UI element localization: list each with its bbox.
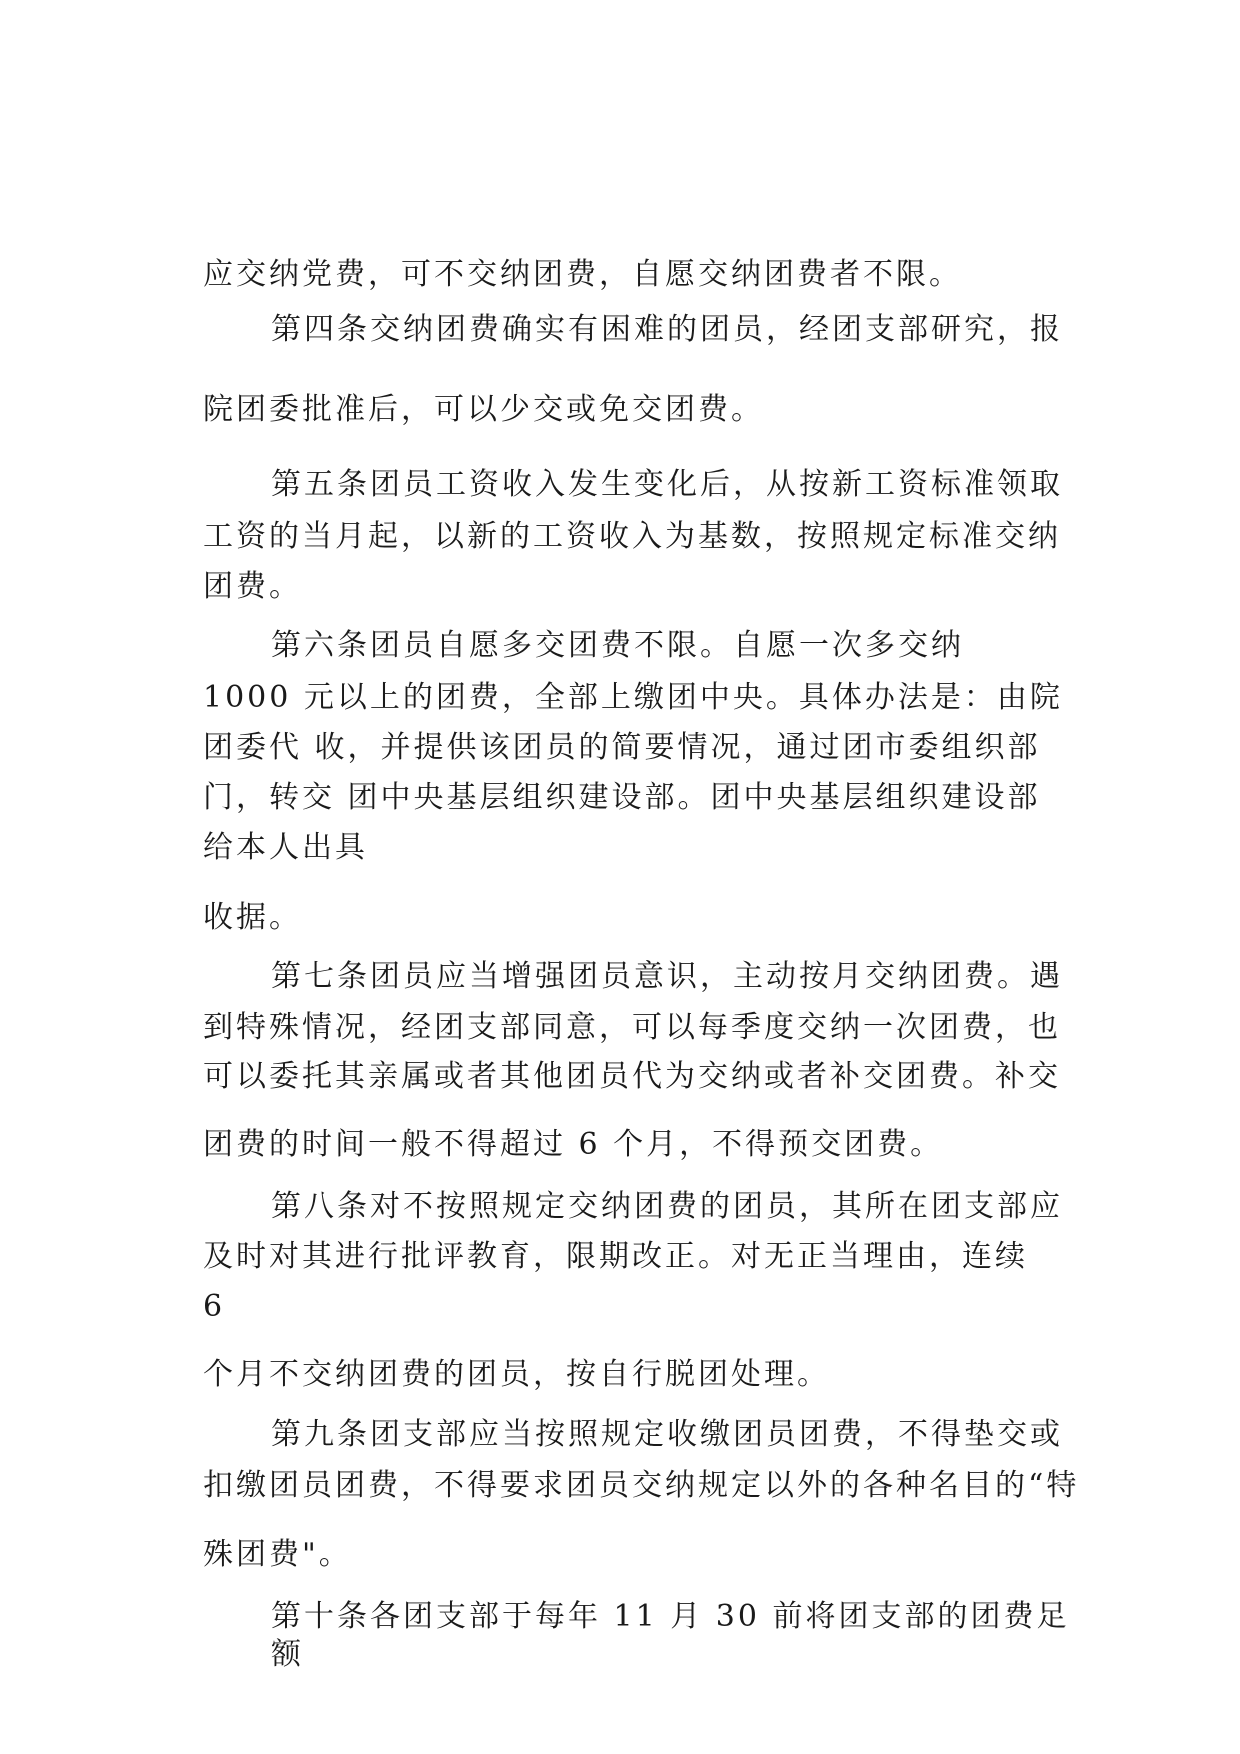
text-line-6: 团费。: [203, 569, 302, 604]
text-line-20: 个月不交纳团费的团员，按自行脱团处理。: [203, 1357, 830, 1392]
text-line-11: 给本人出具: [203, 830, 368, 865]
text-line-3: 院团委批准后，可以少交或免交团费。: [203, 392, 764, 427]
text-line-17: 第八条对不按照规定交纳团费的团员，其所在团支部应: [271, 1189, 1063, 1224]
text-line-4: 第五条团员工资收入发生变化后，从按新工资标准领取: [271, 467, 1063, 502]
text-line-19: 6: [203, 1289, 226, 1324]
text-line-18: 及时对其进行批评教育，限期改正。对无正当理由，连续: [203, 1239, 1028, 1274]
text-line-23: 殊团费"。: [203, 1537, 352, 1572]
text-line-24: 第十条各团支部于每年 11 月 30 前将团支部的团费足: [271, 1599, 1070, 1634]
text-line-12: 收据。: [203, 900, 302, 935]
text-line-15: 可以委托其亲属或者其他团员代为交纳或者补交团费。补交: [203, 1059, 1061, 1094]
text-line-21: 第九条团支部应当按照规定收缴团员团费，不得垫交或: [271, 1417, 1063, 1452]
text-line-2: 第四条交纳团费确实有困难的团员，经团支部研究，报: [271, 312, 1063, 347]
text-line-16: 团费的时间一般不得超过 6 个月，不得预交团费。: [203, 1127, 944, 1162]
text-line-25: 额: [271, 1637, 304, 1672]
text-line-5: 工资的当月起，以新的工资收入为基数，按照规定标准交纳: [203, 519, 1061, 554]
text-line-14: 到特殊情况，经团支部同意，可以每季度交纳一次团费，也: [203, 1010, 1061, 1045]
text-line-22: 扣缴团员团费，不得要求团员交纳规定以外的各种名目的“特: [203, 1468, 1080, 1503]
text-line-10: 门，转交 团中央基层组织建设部。团中央基层组织建设部: [203, 780, 1041, 815]
text-line-9: 团委代 收，并提供该团员的简要情况，通过团市委组织部: [203, 730, 1041, 765]
text-line-1: 应交纳党费，可不交纳团费，自愿交纳团费者不限。: [203, 257, 962, 292]
text-line-13: 第七条团员应当增强团员意识，主动按月交纳团费。遇: [271, 959, 1063, 994]
text-line-7: 第六条团员自愿多交团费不限。自愿一次多交纳: [271, 628, 964, 663]
text-line-8: 1000 元以上的团费，全部上缴团中央。具体办法是：由院: [203, 680, 1063, 715]
